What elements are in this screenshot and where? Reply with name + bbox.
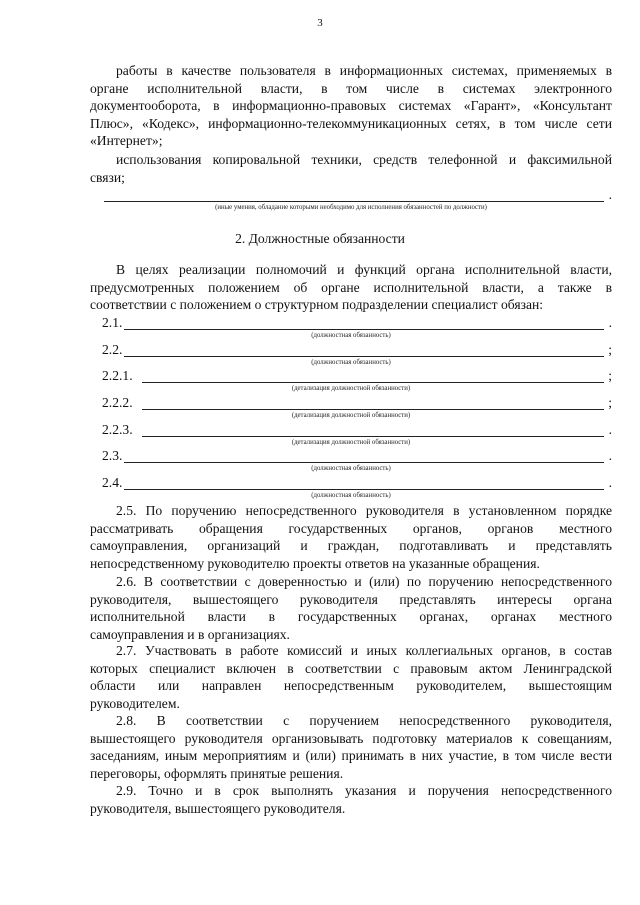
fill-line — [124, 462, 604, 463]
text-line: переговоры, оформлять принятые решения. — [90, 765, 344, 781]
other-skills-caption: (иные умения, обладание которыми необходимо для исполнения обязанностей по должности) — [215, 204, 487, 211]
text-line: «Интернет»; — [90, 133, 163, 148]
section-title: 2. Должностные обязанности — [235, 231, 405, 246]
fill-line — [142, 382, 604, 383]
fill-line — [104, 201, 604, 202]
text-line: непосредственному руководителю проекты ответов на указанные обращения. — [90, 555, 540, 571]
text-line: рассматривать обращения государственных органов, органов местного — [90, 520, 612, 536]
line-end-mark: . — [608, 475, 612, 490]
line-end-mark: . — [608, 315, 612, 330]
line-end-mark: ; — [608, 342, 612, 357]
duty-item-caption: (детализация должностной обязанности) — [291, 385, 411, 392]
duty-item-number: 2.2.1. — [102, 368, 133, 383]
text-line: 2.6. В соответствии с доверенностью и (или) по поручению непосредственного — [116, 574, 612, 589]
copy-equipment-paragraph — [90, 151, 612, 186]
duty-item-number: 2.3. — [102, 448, 123, 463]
text-line: самоуправления, организаций и граждан, подготавливать и представлять — [90, 538, 612, 553]
fill-line — [124, 329, 604, 330]
text-line: вышестоящего руководителя организовывать подготовку материалов к совещаниям, — [90, 730, 612, 746]
paragraph-2-6 — [90, 573, 612, 643]
text-line: области или направлен непосредственным руководителем, вышестоящим — [90, 678, 612, 693]
text-line: 2.5. По поручению непосредственного руководителя в установленном порядке — [116, 503, 612, 518]
line-end-mark: . — [608, 422, 612, 437]
text-line: работы в качестве пользователя в информационных системах, применяемых в — [116, 63, 612, 78]
duty-item-caption: (детализация должностной обязанности) — [291, 439, 411, 446]
duty-item-row — [90, 474, 612, 491]
text-line: органе исполнительной власти, в том числе в системах электронного — [90, 80, 612, 96]
duty-item-row — [90, 394, 612, 411]
duty-item-row — [90, 367, 612, 384]
duty-item-caption: (должностная обязанность) — [311, 359, 391, 366]
line-end-mark: . — [608, 448, 612, 463]
line-end-mark: ; — [608, 395, 612, 410]
text-line: самоуправления и в организациях. — [90, 626, 290, 642]
text-line: документооборота, в информационно-правовых системах «Гарант», «Консультант — [90, 98, 612, 113]
duty-item-caption: (должностная обязанность) — [311, 332, 391, 339]
duty-item-row — [90, 421, 612, 438]
paragraph-2-7 — [90, 642, 612, 712]
other-skills-line — [90, 186, 612, 203]
text-line: которых специалист включен в соответствии с правовым актом Ленинградской — [90, 660, 612, 676]
text-line: руководителем. — [90, 695, 180, 711]
text-line: 2.7. Участвовать в работе комиссий и иных коллегиальных органов, в состав — [116, 643, 612, 658]
text-line: руководителя, вышестоящего руководителя. — [90, 800, 346, 816]
duty-item-caption: (должностная обязанность) — [311, 492, 391, 499]
line-end-mark: ; — [608, 368, 612, 383]
fill-line — [124, 489, 604, 490]
paragraph-2-5 — [90, 502, 612, 572]
section-intro-paragraph — [90, 261, 612, 314]
paragraph-2-8 — [90, 712, 612, 782]
fill-line — [124, 356, 604, 357]
fill-line — [142, 436, 604, 437]
text-line: предусмотренных положением об органе исполнительной власти, а также в — [90, 279, 612, 295]
text-line: исполнительной власти в государственных органах, органах местного — [90, 609, 612, 624]
duty-item-number: 2.4. — [102, 475, 123, 490]
duty-item-caption: (должностная обязанность) — [311, 465, 391, 472]
duty-item-number: 2.2.3. — [102, 422, 133, 437]
text-line: 2.9. Точно и в срок выполнять указания и поручения непосредственного — [116, 783, 612, 798]
fill-line — [142, 409, 604, 410]
duty-item-number: 2.1. — [102, 315, 123, 330]
text-line: соответствии с положением о структурном подразделении специалист обязан: — [90, 297, 544, 312]
text-line: Плюс», «Кодекс», информационно-телекоммуникационных сетях, в том числе сети — [90, 115, 612, 131]
text-line: заседаниям, иным мероприятиям и (или) принимать в них участие, в том числе вести — [90, 748, 612, 763]
page-number: 3 — [317, 17, 323, 29]
paragraph-2-9 — [90, 782, 612, 817]
text-line: В целях реализации полномочий и функций органа исполнительной власти, — [116, 262, 612, 277]
text-line: связи; — [90, 169, 125, 185]
line-end-mark: . — [608, 187, 612, 202]
duty-item-row — [90, 447, 612, 464]
duty-item-number: 2.2. — [102, 342, 123, 357]
text-line: использования копировальной техники, средств телефонной и факсимильной — [116, 152, 612, 167]
text-line: 2.8. В соответствии с поручением непосредственного руководителя, — [116, 713, 612, 728]
duty-item-number: 2.2.2. — [102, 395, 133, 410]
duty-item-row — [90, 341, 612, 358]
intro-paragraph — [90, 62, 612, 150]
duty-item-row — [90, 314, 612, 331]
duty-item-caption: (детализация должностной обязанности) — [291, 412, 411, 419]
text-line: руководителя, вышестоящего руководителя представлять интересы органа — [90, 591, 612, 607]
